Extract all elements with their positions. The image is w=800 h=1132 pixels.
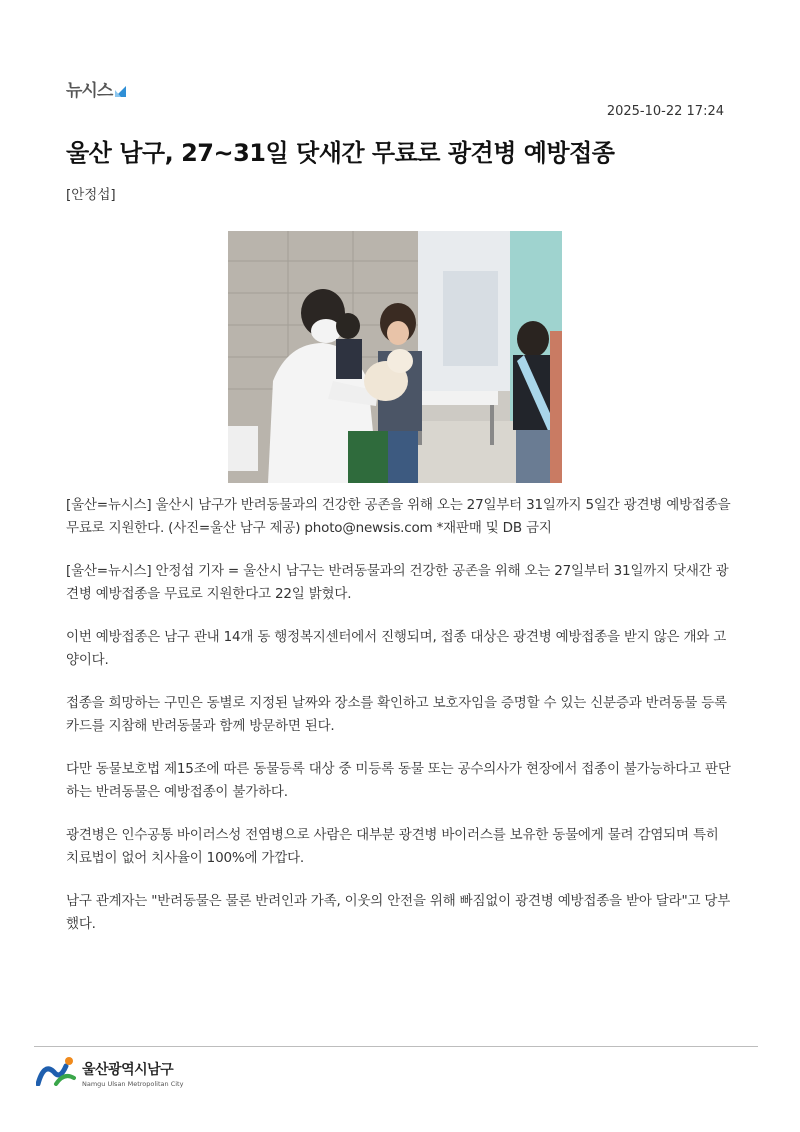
newsis-logo-text: 뉴시스: [66, 81, 113, 101]
newsis-logo-mark-icon: [115, 82, 126, 95]
article-paragraph: 광견병은 인수공통 바이러스성 전염병으로 사람은 대부분 광견병 바이러스를 보유한 동물에게 물려 감염되며 특히 치료법이 없어 치사율이 100%에 가깝다.: [66, 827, 719, 866]
namgu-logo: [36, 1056, 183, 1090]
article-photo: [228, 231, 562, 483]
article-paragraph: 다만 동물보호법 제15조에 따른 동물등록 대상 중 미등록 동물 또는 공수의사가 현장에서 접종이 불가능하다고 판단하는 반려동물은 예방접종이 불가하다.: [66, 761, 731, 800]
article-paragraph: [울산=뉴시스] 안정섭 기자 = 울산시 남구는 반려동물과의 건강한 공존을 위해 오는 27일부터 31일까지 닷새간 광견병 예방접종을 무료로 지원한다고 22일 밝혔다.: [66, 563, 729, 602]
footer-divider: [34, 1046, 758, 1047]
article-paragraph: 이번 예방접종은 남구 관내 14개 동 행정복지센터에서 진행되며, 접종 대상은 광견병 예방접종을 받지 않은 개와 고양이다.: [66, 629, 727, 668]
photo-caption: [울산=뉴시스] 울산시 남구가 반려동물과의 건강한 공존을 위해 오는 27일부터 31일까지 5일간 광견병 예방접종을 무료로 지원한다. (사진=울산 남구 제공) photo@newsis.com *재판매 및 DB 금지: [66, 497, 731, 536]
newsis-logo: [66, 76, 126, 101]
article-body: [66, 494, 734, 956]
article-paragraph: 남구 관계자는 "반려동물은 물론 반려인과 가족, 이웃의 안전을 위해 빠짐없이 광견병 예방접종을 받아 달라"고 당부했다.: [66, 893, 731, 932]
article-title: 울산 남구, 27~31일 닷새간 무료로 광견병 예방접종: [66, 139, 615, 167]
article-paragraph: 접종을 희망하는 구민은 동별로 지정된 날짜와 장소를 확인하고 보호자임을 증명할 수 있는 신분증과 반려동물 등록카드를 지참해 반려동물과 함께 방문하면 된다.: [66, 695, 727, 734]
footer-org-name-en: Namgu Ulsan Metropolitan City: [82, 1079, 184, 1088]
footer-org-name: 울산광역시남구: [82, 1061, 174, 1078]
publish-datetime: 2025-10-22 17:24: [606, 104, 724, 119]
namgu-emblem-icon: [36, 1056, 76, 1090]
article-byline: [안정섭]: [66, 187, 116, 203]
